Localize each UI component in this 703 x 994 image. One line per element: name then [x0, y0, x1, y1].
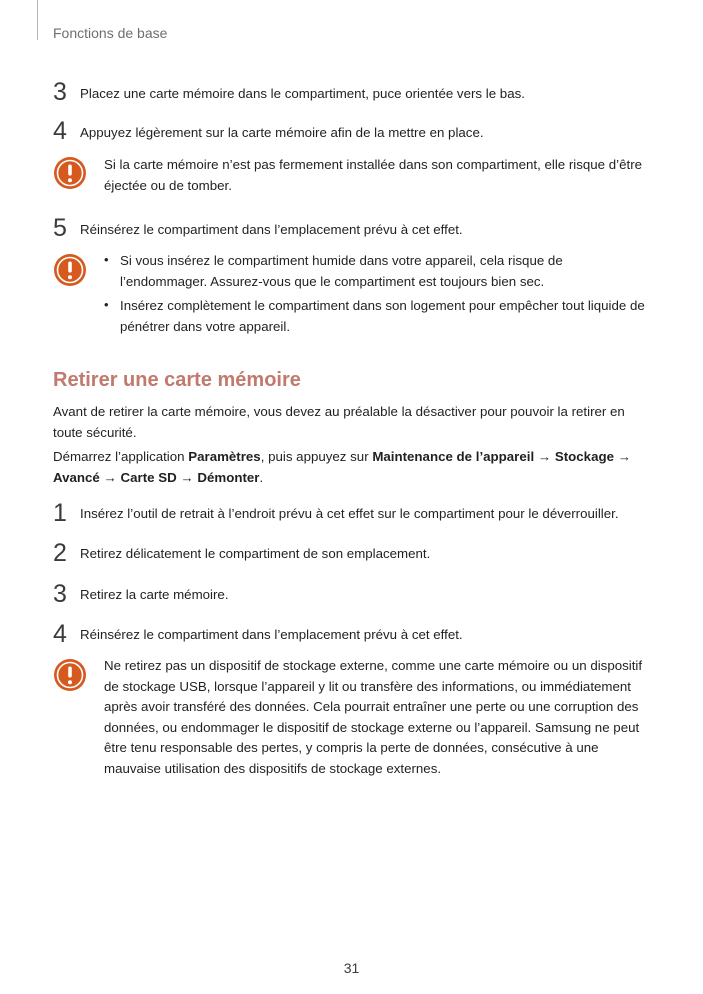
- step-text: Insérez l’outil de retrait à l’endroit prévu à cet effet sur le compartiment pour le déverrouiller.: [80, 506, 619, 521]
- bullet: •: [104, 297, 109, 312]
- path-text: , puis appuyez sur: [260, 449, 373, 464]
- section-title: Retirer une carte mémoire: [53, 369, 301, 391]
- menu-item-settings: Paramètres: [188, 449, 261, 464]
- header-divider: [37, 0, 38, 40]
- step-number: 1: [53, 499, 67, 527]
- step-text: Retirez la carte mémoire.: [80, 587, 229, 602]
- warning-icon: [53, 658, 87, 692]
- step-text: Appuyez légèrement sur la carte mémoire afin de la mettre en place.: [80, 125, 484, 140]
- warning-bullet-text: Insérez complètement le compartiment dans son logement pour empêcher tout liquide de pénétrer dans votre appareil.: [120, 298, 645, 334]
- page-header: Fonctions de base: [53, 25, 168, 41]
- step-number: 3: [53, 78, 67, 106]
- step-number: 4: [53, 620, 67, 648]
- warning-text: Si la carte mémoire n’est pas fermement installée dans son compartiment, elle risque d’être éjectée ou de tomber.: [104, 157, 643, 193]
- menu-item-advanced: Avancé: [53, 469, 100, 485]
- arrow: →: [617, 449, 631, 464]
- step-text: Réinsérez le compartiment dans l’emplacement prévu à cet effet.: [80, 222, 463, 237]
- page-number: 31: [343, 960, 360, 976]
- warning-bullet-text: Si vous insérez le compartiment humide dans votre appareil, cela risque de l’endommager. Assurez-vous que le compartiment est toujours bien sec.: [120, 253, 563, 289]
- warning-icon: [53, 253, 87, 287]
- step-text: Placez une carte mémoire dans le compartiment, puce orientée vers le bas.: [80, 86, 525, 101]
- arrow: →: [537, 449, 552, 464]
- menu-item-maintenance: Maintenance de l’appareil: [372, 449, 535, 464]
- arrow: →: [180, 469, 194, 485]
- warning-icon: [53, 156, 87, 190]
- arrow: →: [103, 469, 117, 485]
- warning-text: Ne retirez pas un dispositif de stockage externe, comme une carte mémoire ou un dispositif de stockage USB, lorsque l’appareil y lit ou transfère des informations, ou immédiatement après avoir transféré des données. Cela pourrait entraîner une perte ou une corruption des données, ou endommager le dispositif de stockage externe ou l’appareil. Samsung ne peut être tenu responsable des pertes, y compris la perte de données, consécutive à une mauvaise utilisation des dispositifs de stockage externes.: [104, 658, 643, 776]
- step-number: 2: [53, 539, 67, 567]
- section-intro: Avant de retirer la carte mémoire, vous devez au préalable la désactiver pour pouvoir la retirer en toute sécurité.: [53, 404, 625, 440]
- menu-item-storage: Stockage: [554, 449, 614, 464]
- menu-item-sd-card: Carte SD: [120, 469, 177, 485]
- settings-path: [53, 447, 643, 488]
- step-number: 3: [53, 580, 67, 608]
- menu-item-unmount: Démonter: [197, 469, 260, 485]
- step-text: Retirez délicatement le compartiment de son emplacement.: [80, 546, 431, 561]
- path-text: Démarrez l’application: [53, 449, 189, 464]
- step-number: 4: [53, 117, 67, 145]
- path-text: .: [259, 469, 264, 485]
- step-text: Réinsérez le compartiment dans l’emplacement prévu à cet effet.: [80, 627, 463, 642]
- step-number: 5: [53, 214, 67, 242]
- bullet: •: [104, 252, 109, 267]
